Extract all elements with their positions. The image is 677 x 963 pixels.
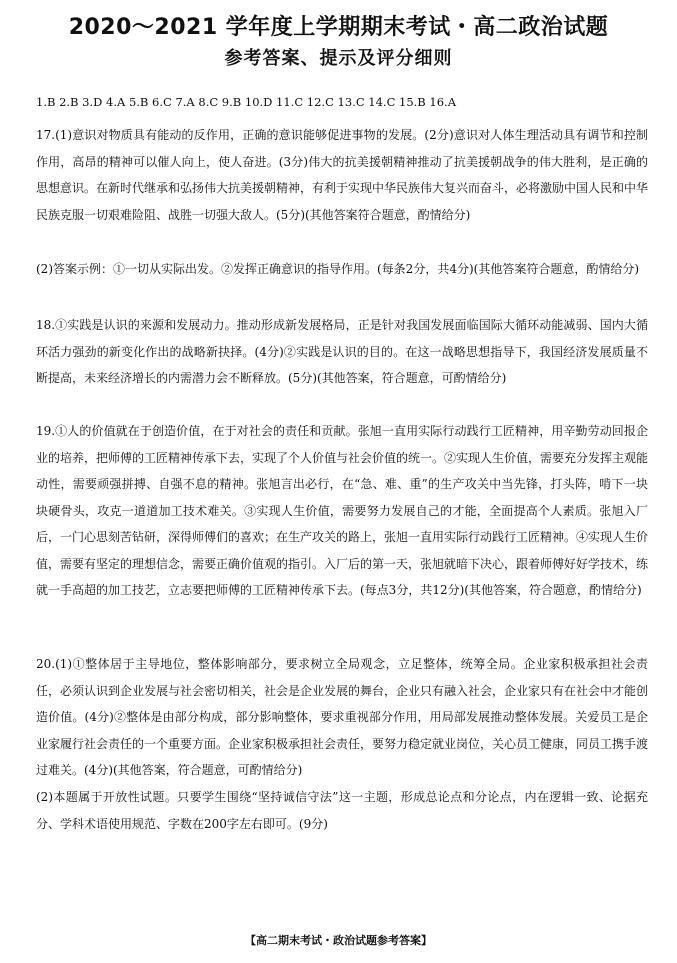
q18-answer: 18.①实践是认识的来源和发展动力。推动形成新发展格局，正是针对我国发展面临国际大循环动能减弱、国内大循环活力强劲的新变化作出的战略新抉择。(4分)②实践是认识的目的。在这一战略思想指导下，我国经济发展质量不断提高，未来经济增长的内需潜力会不断释放。(5分)(其他答案，符合题意，可酌情给分)	[36, 318, 648, 385]
page-footer: 【高二期末考试・政治试题参考答案】	[245, 934, 432, 947]
q17-part1: 17.(1)意识对物质具有能动的反作用，正确的意识能够促进事物的发展。(2分)意识对人体生理活动具有调节和控制作用，高昂的精神可以催人向上，使人奋进。(3分)伟大的抗美援朝精神推动了抗美援朝战争的伟大胜利，是正确的思想意识。在新时代继承和弘扬伟大抗美援朝精神，有利于实现中华民族伟大复兴而奋斗，必将激励中国人民和中华民族克服一切艰难险阻、战胜一切强大敌人。(5分)(其他答案符合题意，酌情给分)	[36, 128, 649, 222]
q19-answer: 19.①人的价值就在于创造价值，在于对社会的责任和贡献。张旭一直用实际行动践行工匠精神，用辛勤劳动回报企业的培养，把师傅的工匠精神传承下去，实现了个人价值与社会价值的统一。②实现人生价值，需要充分发挥主观能动性，需要顽强拼搏、自强不息的精神。张旭言出必行，在“急、难、重”的生产攻关中当先锋，打头阵，啃下一块块硬骨头，攻克一道道加工技术难关。③实现人生价值，需要努力发展自己的才能，全面提高个人素质。张旭入厂后，一门心思刻苦钻研，深得师傅们的喜欢；在生产攻关的路上，张旭一直用实际行动践行工匠精神。④实现人生价值，需要有坚定的理想信念，需要正确价值观的指引。入厂后的第一天，张旭就暗下决心，跟着师傅好好学技术，练就一手高超的加工技艺，立志要把师傅的工匠精神传承下去。(每点3分，共12分)(其他答案，符合题意，酌情给分)	[36, 424, 649, 597]
page-title: 2020～2021 学年度上学期期末考试・高二政治试题	[68, 15, 609, 40]
choice-answers: 1.B 2.B 3.D 4.A 5.B 6.C 7.A 8.C 9.B 10.D 11.C 12.C 13.C 14.C 15.B 16.A	[36, 95, 457, 109]
q20-part1: 20.(1)①整体居于主导地位，整体影响部分，要求树立全局观念，立足整体，统筹全局。企业家积极承担社会责任，必须认识到企业发展与社会密切相关，社会是企业发展的舞台，企业只有融入社会，企业家只有在社会中才能创造价值。(4分)②整体是由部分构成，部分影响整体，要求重视部分作用，用局部发展推动整体发展。关爱员工是企业家履行社会责任的一个重要方面。企业家积极承担社会责任，要努力稳定就业岗位，关心员工健康，同员工携手渡过难关。(4分)(其他答案，符合题意，可酌情给分)	[36, 657, 649, 777]
q17-part2: (2)答案示例：①一切从实际出发。②发挥正确意识的指导作用。(每条2分，共4分)(其他答案符合题意，酌情给分)	[36, 262, 639, 276]
q20-part2: (2)本题属于开放性试题。只要学生围绕“坚持诚信守法”这一主题，形成总论点和分论点，内在逻辑一致、论据充分、学科术语使用规范、字数在200字左右即可。(9分)	[36, 790, 648, 831]
page-subtitle: 参考答案、提示及评分细则	[224, 48, 453, 69]
